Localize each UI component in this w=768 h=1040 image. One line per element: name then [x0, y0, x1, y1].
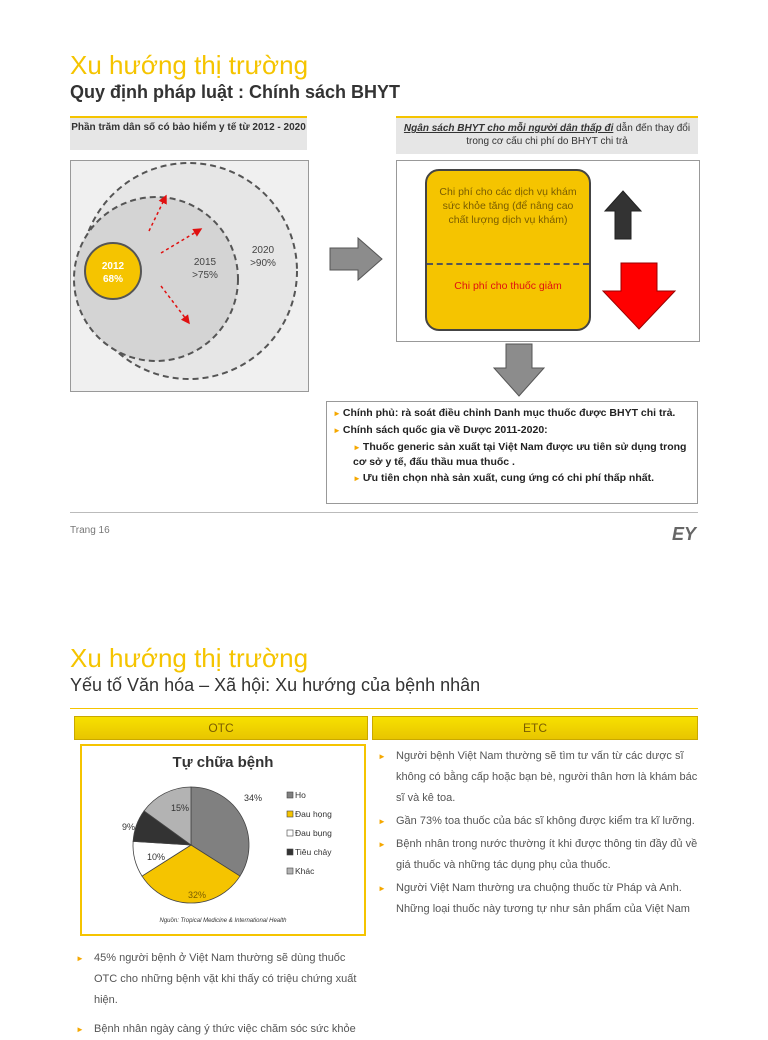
pie-label-1: 32% [188, 890, 207, 900]
legend-label-2: Đau bụng [295, 828, 332, 838]
cost-box [425, 169, 591, 331]
policy-bullet-2: ► Chính sách quốc gia về Dược 2011-2020: [333, 424, 548, 436]
chart-source: Nguồn: Tropical Medicine & International Health [159, 918, 287, 924]
slide1-subtitle: Quy định pháp luật : Chính sách BHYT [70, 82, 401, 102]
cost-box-bottom: Chi phí cho thuốc giảm [454, 280, 562, 292]
policy-bullet-4: ► Ưu tiên chọn nhà sản xuất, cung ứng có chi phí thấp nhất. [353, 472, 654, 484]
legend-swatch-1 [287, 811, 293, 817]
otc-header: OTC [74, 716, 368, 740]
label-2020-year: 2020 [251, 245, 275, 256]
coverage-circles [71, 161, 308, 391]
slide2-title: Xu hướng thị trường [70, 643, 309, 673]
policy-bullets [326, 401, 698, 504]
page-number: Trang 16 [70, 525, 110, 536]
label-2015-value: >75% [192, 270, 218, 281]
label-2020-value: >90% [250, 258, 276, 269]
legend-label-4: Khác [295, 866, 315, 876]
pie-label-3: 9% [122, 822, 136, 832]
legend-label-3: Tiêu chảy [295, 847, 332, 857]
cost-box-top: Chi phí cho các dịch vụ khám sức khỏe tăng (để nâng cao chất lượng dịch vụ khám) [439, 186, 577, 226]
etc-bullet-2: ► Gần 73% toa thuốc của bác sĩ không được kiểm tra kĩ lưỡng. [378, 815, 695, 827]
policy-bullet-3: ► Thuốc generic sản xuất tại Việt Nam được ưu tiên sử dụng trong cơ sở y tế, đấu thầu mua thuốc . [353, 441, 687, 468]
legend-swatch-0 [287, 792, 293, 798]
legend-swatch-2 [287, 830, 293, 836]
chart-title: Tự chữa bệnh [172, 754, 274, 771]
otc-bullet-1: ► 45% người bệnh ở Việt Nam thường sẽ dùng thuốc OTC cho những bệnh vặt khi thấy có triệu chứng xuất hiện. [76, 952, 357, 1006]
down-arrow-icon [601, 261, 677, 331]
etc-bullet-3: ► Bệnh nhân trong nước thường ít khi được thông tin đầy đủ về giá thuốc và những tác dụng phụ của thuốc. [378, 838, 698, 871]
budget-header-link: Ngân sách BHYT cho mỗi người dân thấp đi [403, 123, 614, 134]
legend-label-0: Ho [295, 790, 306, 800]
label-2012-year: 2012 [101, 261, 125, 272]
slide1-title: Xu hướng thị trường [70, 50, 309, 80]
label-2012-value: 68% [102, 274, 124, 285]
legend-label-1: Đau họng [295, 809, 332, 819]
budget-header-rest: dẫn đến thay đổi trong cơ cấu chi phí do BHYT chi trả [466, 123, 691, 147]
down-gray-arrow-icon [492, 342, 546, 398]
pie-label-4: 15% [171, 803, 190, 813]
legend-swatch-4 [287, 868, 293, 874]
self-treatment-chart [80, 744, 366, 936]
legend-swatch-3 [287, 849, 293, 855]
coverage-header: Phần trăm dân số có bảo hiểm y tế từ 2012 - 2020 [70, 116, 307, 150]
ey-logo: EY [672, 524, 697, 544]
etc-bullets [376, 746, 698, 920]
etc-bullet-1: ► Người bệnh Việt Nam thường sẽ tìm tư vấn từ các dược sĩ không có bằng cấp hoặc bạn bè, người thân hơn là khám bác sĩ và kê toa. [378, 750, 698, 804]
policy-bullet-1: ► Chính phủ: rà soát điều chỉnh Danh mục thuốc được BHYT chi trả. [333, 407, 676, 419]
etc-bullet-4: ► Người Việt Nam thường ưa chuộng thuốc từ Pháp và Anh. Những loại thuốc này tương tự như sản phẩm của Việt Nam [378, 882, 690, 915]
pie-label-2: 10% [147, 852, 166, 862]
coverage-panel [70, 160, 309, 392]
otc-bullet-2: ► Bệnh nhân ngày càng ý thức việc chăm sóc sức khỏe [76, 1023, 356, 1035]
pie-label-0: 34% [244, 793, 263, 803]
cost-structure-panel [396, 160, 700, 342]
right-arrow-icon [328, 236, 384, 282]
etc-header: ETC [372, 716, 698, 740]
budget-header [396, 116, 698, 154]
up-arrow-icon [603, 189, 643, 241]
slide2-subtitle: Yếu tố Văn hóa – Xã hội: Xu hướng của bệnh nhân [70, 675, 481, 695]
pie-chart [82, 746, 364, 934]
otc-bullets [74, 948, 364, 1040]
label-2015-year: 2015 [193, 257, 217, 268]
